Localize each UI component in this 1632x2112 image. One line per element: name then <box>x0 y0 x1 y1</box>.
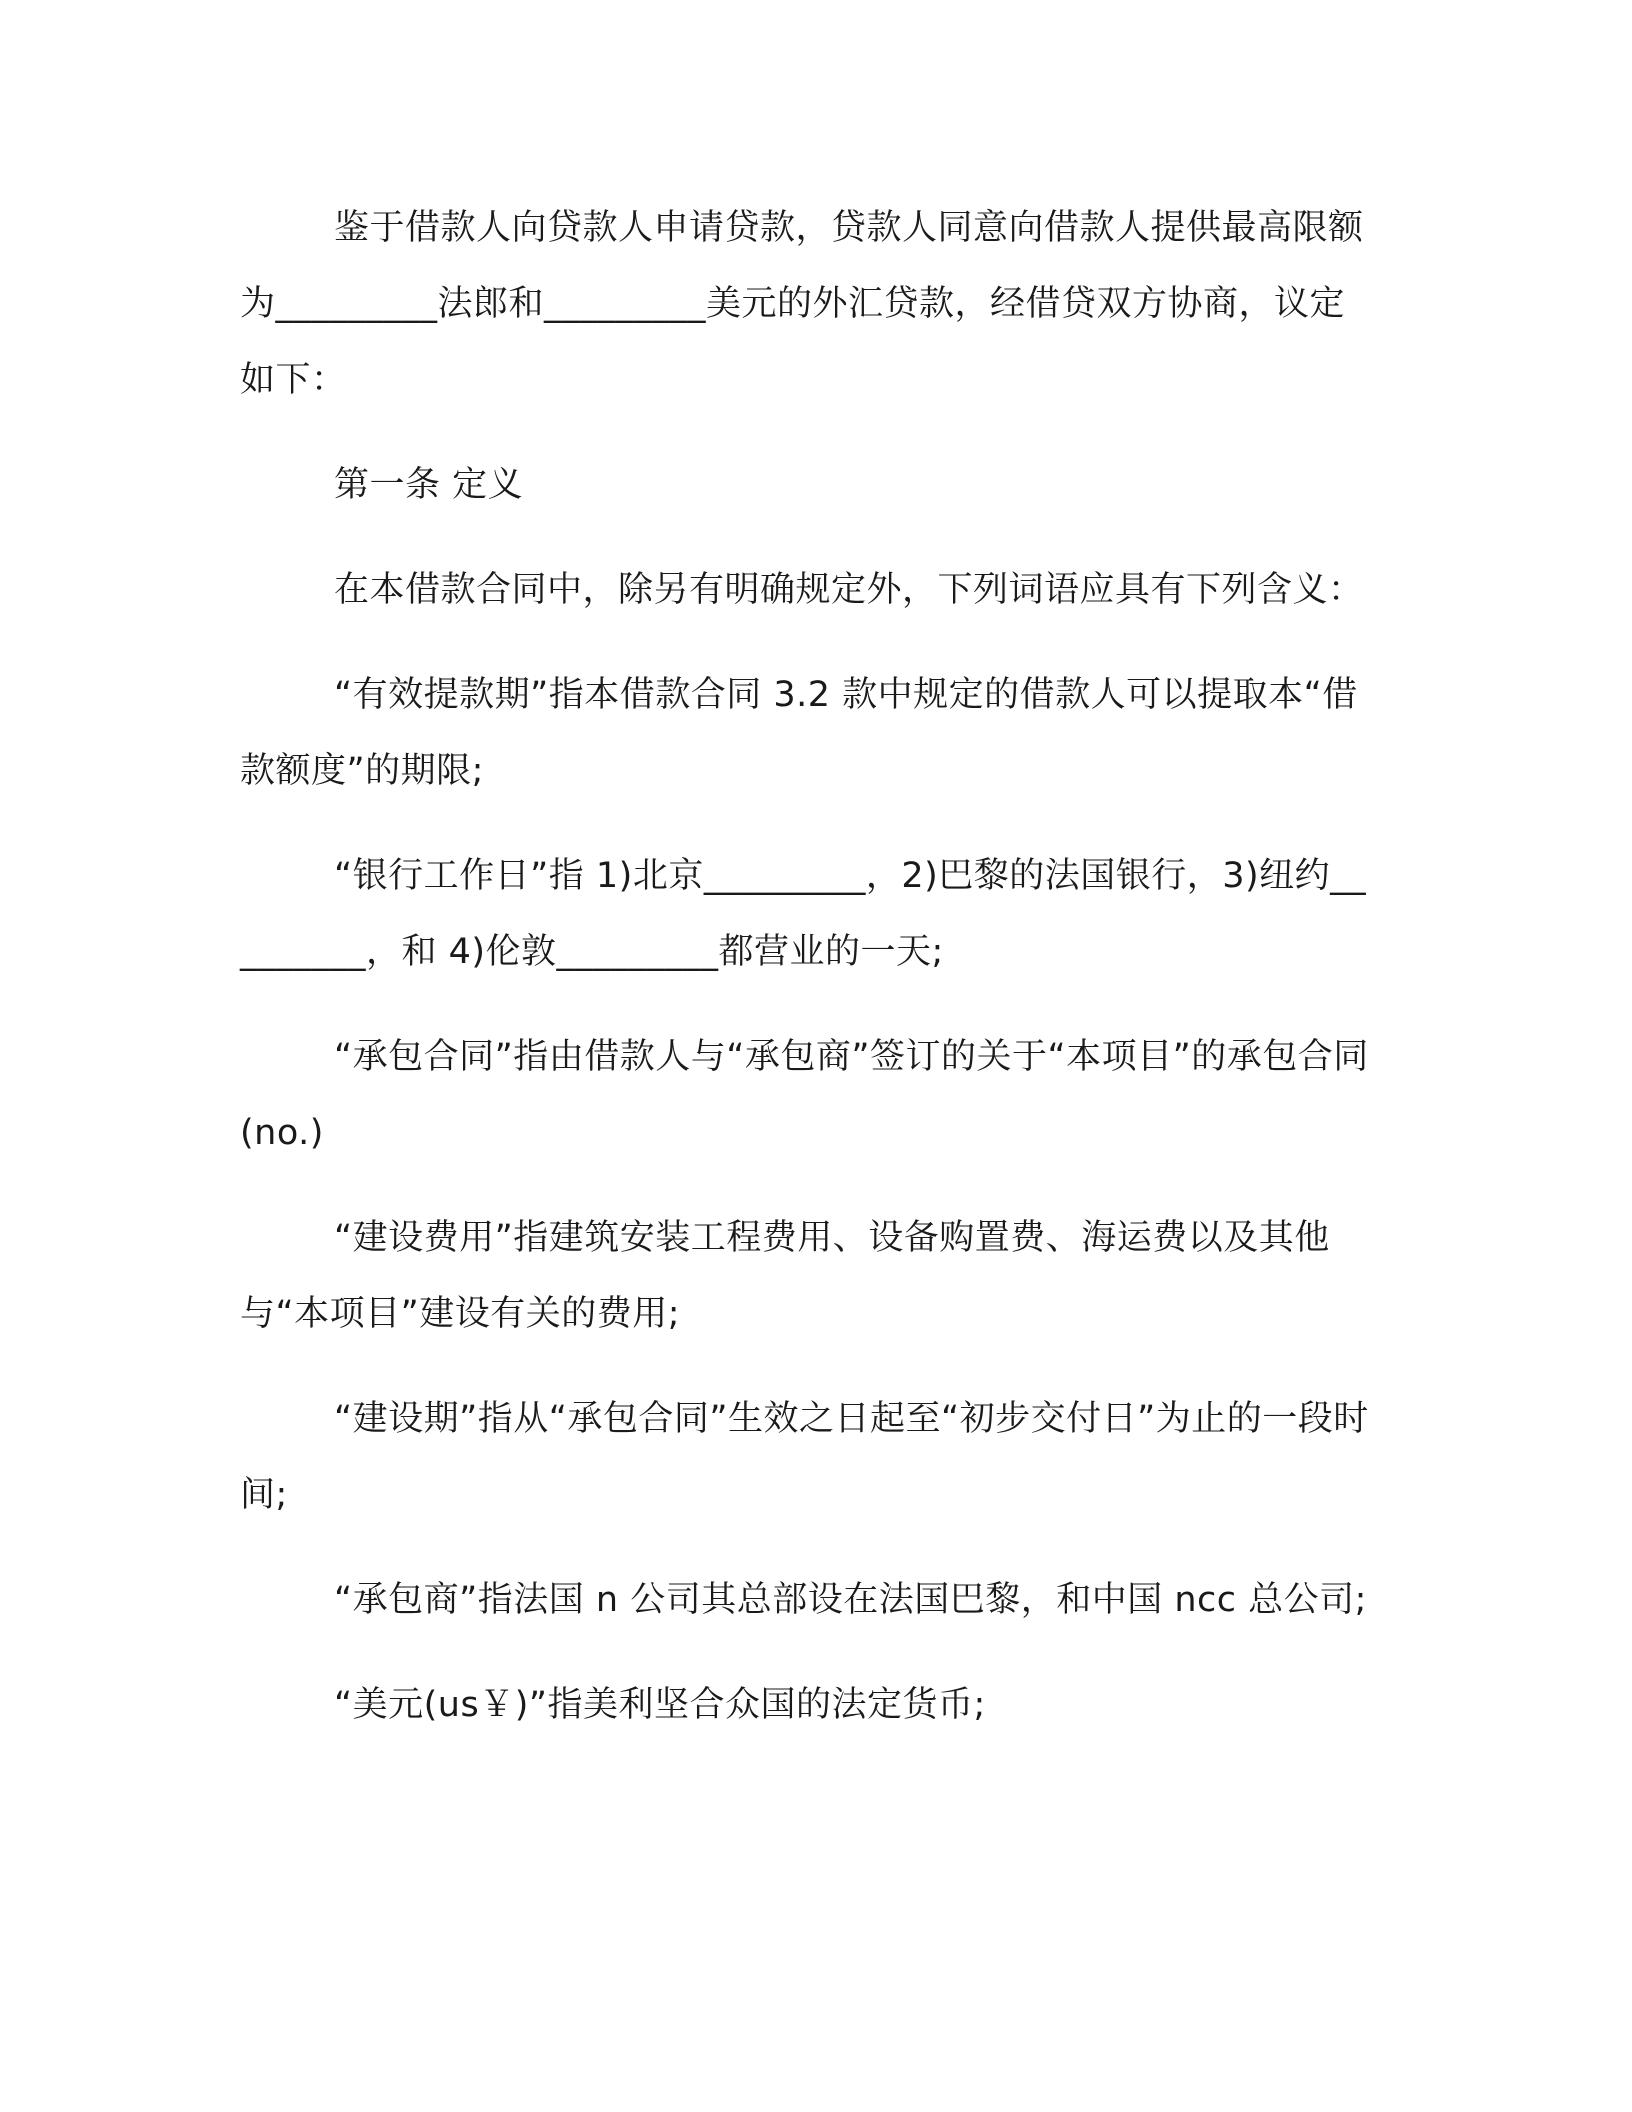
preamble-paragraph: 鉴于借款人向贷款人申请贷款，贷款人同意向借款人提供最高限额为_________法郎和_________美元的外汇贷款，经借贷双方协商，议定如下： <box>240 208 1364 400</box>
article-one-heading: 第一条 定义 <box>334 465 524 505</box>
definition-construction-period: “建设期”指从“承包合同”生效之日起至“初步交付日”为止的一段时间; <box>240 1399 1369 1515</box>
definition-availability-period: “有效提款期”指本借款合同 3.2 款中规定的借款人可以提取本“借款额度”的期限; <box>240 675 1358 791</box>
definitions-intro-paragraph: 在本借款合同中，除另有明确规定外，下列词语应具有下列含义： <box>334 570 1364 610</box>
definition-us-dollar: “美元(us￥)”指美利坚合众国的法定货币; <box>334 1685 986 1725</box>
definition-construction-cost: “建设费用”指建筑安装工程费用、设备购置费、海运费以及其他与“本项目”建设有关的费用; <box>240 1218 1330 1334</box>
definition-contract: “承包合同”指由借款人与“承包商”签订的关于“本项目”的承包合同(no.) <box>240 1037 1369 1153</box>
document-body <box>240 190 1380 1743</box>
definition-contractor: “承包商”指法国 n 公司其总部设在法国巴黎，和中国 ncc 总公司; <box>334 1580 1367 1620</box>
definition-banking-day: “银行工作日”指 1)北京_________，2)巴黎的法国银行，3)纽约_________，和 4)伦敦_________都营业的一天; <box>240 856 1367 972</box>
